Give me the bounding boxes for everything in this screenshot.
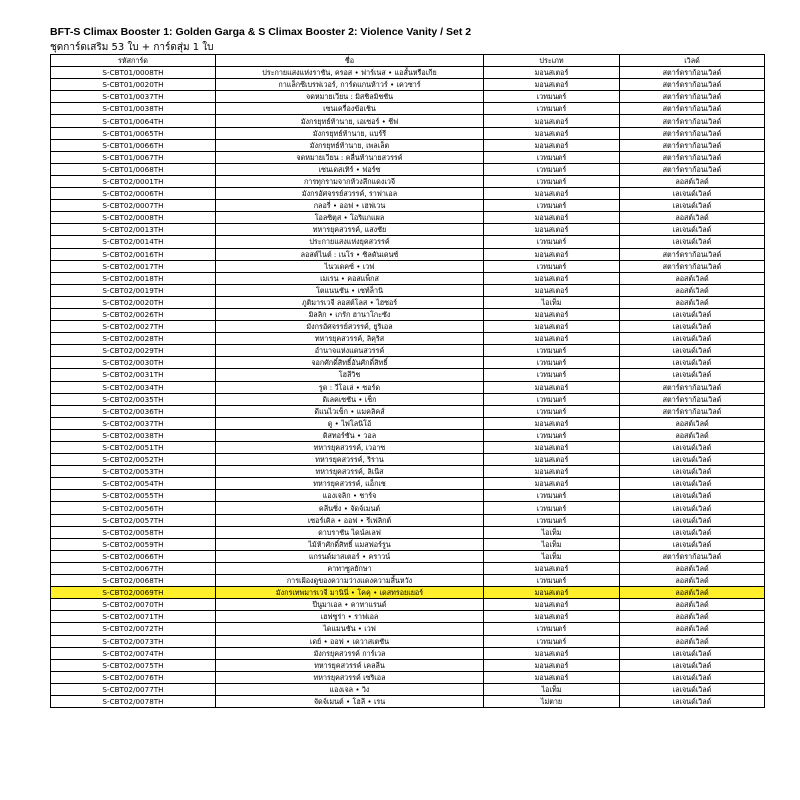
card-world-cell: ลอสต์เวิลด์ [620, 575, 765, 587]
card-code-cell: S-CBT01/0065TH [51, 127, 216, 139]
card-world-cell: สตาร์ดราก้อนเวิลด์ [620, 248, 765, 260]
card-code-cell: S-CBT02/0056TH [51, 502, 216, 514]
table-row [51, 188, 765, 200]
card-name-cell: ทหารยุคสวรรค์ เคลลีน [216, 659, 484, 671]
card-name-cell: จัดจ์เมนต์ • โฮลี • เรน [216, 695, 484, 707]
table-row [51, 284, 765, 296]
card-type-cell: มอนสเตอร์ [484, 115, 620, 127]
card-code-cell: S-CBT02/0016TH [51, 248, 216, 260]
card-name-cell: ลอสต์ไนต์ : เนโร • ซิลดันเดนซ์ [216, 248, 484, 260]
table-row [51, 538, 765, 550]
card-type-cell: มอนสเตอร์ [484, 333, 620, 345]
card-world-cell: เลเจนด์เวิลด์ [620, 490, 765, 502]
table-row [51, 115, 765, 127]
card-type-cell: มอนสเตอร์ [484, 442, 620, 454]
document-subtitle: ชุดการ์ดเสริม 53 ใบ + การ์ดสุ่ม 1 ใบ [50, 42, 214, 53]
card-world-cell: เลเจนด์เวิลด์ [620, 647, 765, 659]
card-world-cell: ลอสต์เวิลด์ [620, 175, 765, 187]
card-type-cell: เวทมนตร์ [484, 393, 620, 405]
card-type-cell: เวทมนตร์ [484, 623, 620, 635]
card-name-cell: เฮฟซูร่า • ราฟเอล [216, 611, 484, 623]
card-world-cell: เลเจนด์เวิลด์ [620, 466, 765, 478]
card-world-cell: เลเจนด์เวิลด์ [620, 526, 765, 538]
card-type-cell: ไอเท็ม [484, 550, 620, 562]
card-code-cell: S-CBT02/0076TH [51, 671, 216, 683]
card-code-cell: S-CBT02/0057TH [51, 514, 216, 526]
card-code-cell: S-CBT02/0035TH [51, 393, 216, 405]
card-name-cell: การเฝ้องดูของความว่างแดงความสิ้นหวัง [216, 575, 484, 587]
card-code-cell: S-CBT02/0028TH [51, 333, 216, 345]
card-type-cell: เวทมนตร์ [484, 103, 620, 115]
card-world-cell: สตาร์ดราก้อนเวิลด์ [620, 139, 765, 151]
card-code-cell: S-CBT02/0077TH [51, 683, 216, 695]
card-world-cell: เลเจนด์เวิลด์ [620, 224, 765, 236]
card-code-cell: S-CBT02/0078TH [51, 695, 216, 707]
card-type-cell: มอนสเตอร์ [484, 272, 620, 284]
card-code-cell: S-CBT02/0055TH [51, 490, 216, 502]
table-row [51, 623, 765, 635]
table-row [51, 599, 765, 611]
card-name-cell: มังกรเทพมารเวจี มานินี่ • โคคุ • เดสทรอยเยอร์ [216, 587, 484, 599]
card-name-cell: โอลซิตุส • โอริแกแผล [216, 212, 484, 224]
card-world-cell: เลเจนด์เวิลด์ [620, 538, 765, 550]
card-name-cell: จดหมายเวียน : คลื่นท้านายสวรรค์ [216, 151, 484, 163]
card-type-cell: เวทมนตร์ [484, 357, 620, 369]
card-world-cell: ลอสต์เวิลด์ [620, 623, 765, 635]
card-code-cell: S-CBT02/0071TH [51, 611, 216, 623]
card-code-cell: S-CBT02/0014TH [51, 236, 216, 248]
card-type-cell: เวทมนตร์ [484, 175, 620, 187]
table-row [51, 550, 765, 562]
table-row [51, 575, 765, 587]
card-code-cell: S-CBT02/0058TH [51, 526, 216, 538]
card-world-cell: เลเจนด์เวิลด์ [620, 514, 765, 526]
card-code-cell: S-CBT02/0017TH [51, 260, 216, 272]
card-code-cell: S-CBT02/0020TH [51, 296, 216, 308]
card-code-cell: S-CBT02/0026TH [51, 308, 216, 320]
header-card-code: รหัสการ์ด [51, 55, 216, 67]
table-row [51, 175, 765, 187]
card-name-cell: ทหารยุคสวรรค์, ริราน [216, 454, 484, 466]
card-code-cell: S-CBT02/0070TH [51, 599, 216, 611]
card-world-cell: เลเจนด์เวิลด์ [620, 333, 765, 345]
table-header-row [51, 55, 765, 67]
card-world-cell: ลอสต์เวิลด์ [620, 284, 765, 296]
card-world-cell: เลเจนด์เวิลด์ [620, 236, 765, 248]
card-type-cell: มอนสเตอร์ [484, 139, 620, 151]
table-row [51, 345, 765, 357]
card-type-cell: มอนสเตอร์ [484, 188, 620, 200]
card-type-cell: มอนสเตอร์ [484, 127, 620, 139]
card-world-cell: สตาร์ดราก้อนเวิลด์ [620, 260, 765, 272]
card-code-cell: S-CBT01/0068TH [51, 163, 216, 175]
table-row [51, 611, 765, 623]
card-code-cell: S-CBT02/0073TH [51, 635, 216, 647]
card-code-cell: S-CBT02/0027TH [51, 321, 216, 333]
card-world-cell: ลอสต์เวิลด์ [620, 212, 765, 224]
card-code-cell: S-CBT02/0072TH [51, 623, 216, 635]
card-world-cell: ลอสต์เวิลด์ [620, 272, 765, 284]
card-code-cell: S-CBT02/0069TH [51, 587, 216, 599]
card-code-cell: S-CBT02/0029TH [51, 345, 216, 357]
table-row [51, 526, 765, 538]
card-name-cell: มังกรยุทธ์ท้านาย, แบร์รี [216, 127, 484, 139]
card-type-cell: เวทมนตร์ [484, 635, 620, 647]
table-row [51, 635, 765, 647]
card-type-cell: เวทมนตร์ [484, 163, 620, 175]
card-code-cell: S-CBT02/0036TH [51, 405, 216, 417]
card-name-cell: การทุกรามจากห้วงลึกแดงเวจี [216, 175, 484, 187]
card-name-cell: โฮลีวิช [216, 369, 484, 381]
card-type-cell: มอนสเตอร์ [484, 562, 620, 574]
card-code-cell: S-CBT02/0013TH [51, 224, 216, 236]
table-row [51, 357, 765, 369]
table-row [51, 466, 765, 478]
card-name-cell: คลีนซิ่ง • จัดจ์เมนต์ [216, 502, 484, 514]
table-row [51, 490, 765, 502]
document-title: BFT-S Climax Booster 1: Golden Garga & S Climax Booster 2: Violence Vanity / Set 2 [50, 26, 472, 38]
table-row [51, 127, 765, 139]
card-code-cell: S-CBT01/0067TH [51, 151, 216, 163]
card-type-cell: เวทมนตร์ [484, 575, 620, 587]
card-type-cell: มอนสเตอร์ [484, 79, 620, 91]
card-world-cell: ลอสต์เวิลด์ [620, 429, 765, 441]
card-type-cell: มอนสเตอร์ [484, 248, 620, 260]
header-card-name: ชื่อ [216, 55, 484, 67]
header-card-world: เวิลด์ [620, 55, 765, 67]
card-type-cell: ไอเท็ม [484, 683, 620, 695]
card-name-cell: รูด : วีโอเล่ • ซอร์ด [216, 381, 484, 393]
card-type-cell: มอนสเตอร์ [484, 417, 620, 429]
card-type-cell: เวทมนตร์ [484, 405, 620, 417]
card-name-cell: ประกายแสงแห่งยุคสวรรค์ [216, 236, 484, 248]
card-code-cell: S-CBT01/0064TH [51, 115, 216, 127]
card-code-cell: S-CBT02/0052TH [51, 454, 216, 466]
card-world-cell: ลอสต์เวิลด์ [620, 417, 765, 429]
card-code-cell: S-CBT02/0068TH [51, 575, 216, 587]
card-world-cell: เลเจนด์เวิลด์ [620, 308, 765, 320]
card-name-cell: โตแนนชัน • เซท์ล็านิ [216, 284, 484, 296]
card-name-cell: ทหารยุคสวรรค์, ลิเนีส [216, 466, 484, 478]
card-name-cell: อำนาจแห่งแดนสวรรค์ [216, 345, 484, 357]
card-type-cell: ไม่ตาย [484, 695, 620, 707]
card-world-cell: สตาร์ดราก้อนเวิลด์ [620, 405, 765, 417]
card-world-cell: เลเจนด์เวิลด์ [620, 369, 765, 381]
table-row [51, 417, 765, 429]
card-code-cell: S-CBT02/0008TH [51, 212, 216, 224]
card-name-cell: ทหารยุคสวรรค์, เวอาซ [216, 442, 484, 454]
card-type-cell: มอนสเตอร์ [484, 212, 620, 224]
table-row [51, 478, 765, 490]
table-row [51, 369, 765, 381]
card-type-cell: ไอเท็ม [484, 538, 620, 550]
card-code-cell: S-CBT01/0020TH [51, 79, 216, 91]
card-name-cell: มังกรอัศจรรย์สวรรค์, ราฟาเอล [216, 188, 484, 200]
card-name-cell: ทหารยุคสวรรค์, แสงชัย [216, 224, 484, 236]
card-name-cell: ดีแนไวเข็ก • แมคลิคส์ [216, 405, 484, 417]
card-type-cell: มอนสเตอร์ [484, 647, 620, 659]
card-name-cell: ดิสทอร์ชัน • วอล [216, 429, 484, 441]
card-code-cell: S-CBT02/0034TH [51, 381, 216, 393]
card-world-cell: เลเจนด์เวิลด์ [620, 442, 765, 454]
card-world-cell: เลเจนด์เวิลด์ [620, 683, 765, 695]
card-name-cell: ทหารยุคสวรรค์ เซริเอล [216, 671, 484, 683]
card-name-cell: ปีนูมาเอล • คาทาแรนด์ [216, 599, 484, 611]
card-type-cell: เวทมนตร์ [484, 490, 620, 502]
card-world-cell: สตาร์ดราก้อนเวิลด์ [620, 381, 765, 393]
card-type-cell: เวทมนตร์ [484, 345, 620, 357]
card-name-cell: ทหารยุคสวรรค์, แอ็กเช [216, 478, 484, 490]
card-world-cell: เลเจนด์เวิลด์ [620, 454, 765, 466]
card-world-cell: ลอสต์เวิลด์ [620, 611, 765, 623]
card-type-cell: มอนสเตอร์ [484, 284, 620, 296]
table-row [51, 514, 765, 526]
table-row [51, 321, 765, 333]
card-name-cell: จอกศักดิ์สิทธิ์อันศักดิ์สิทธิ์ [216, 357, 484, 369]
card-type-cell: เวทมนตร์ [484, 514, 620, 526]
card-code-cell: S-CBT01/0066TH [51, 139, 216, 151]
card-type-cell: มอนสเตอร์ [484, 478, 620, 490]
card-name-cell: เซอร์เคิล • ออฟ • รีเฟลิกต์ [216, 514, 484, 526]
table-row [51, 296, 765, 308]
card-name-cell: มังกรยุทธ์ท้านาย, เอเซอร์ • ชีฟ [216, 115, 484, 127]
card-world-cell: สตาร์ดราก้อนเวิลด์ [620, 67, 765, 79]
card-world-cell: สตาร์ดราก้อนเวิลด์ [620, 151, 765, 163]
table-row [51, 393, 765, 405]
table-row [51, 333, 765, 345]
table-row [51, 103, 765, 115]
table-row [51, 381, 765, 393]
card-world-cell: ลอสต์เวิลด์ [620, 587, 765, 599]
card-name-cell: ไม้ห้าศักดิ์สิทธิ์ แมสฟอร์รูน [216, 538, 484, 550]
table-row [51, 308, 765, 320]
card-world-cell: ลอสต์เวิลด์ [620, 635, 765, 647]
card-world-cell: เลเจนด์เวิลด์ [620, 478, 765, 490]
table-row [51, 647, 765, 659]
card-world-cell: สตาร์ดราก้อนเวิลด์ [620, 103, 765, 115]
card-type-cell: มอนสเตอร์ [484, 67, 620, 79]
table-row [51, 151, 765, 163]
card-type-cell: มอนสเตอร์ [484, 321, 620, 333]
card-name-cell: มังกรอัศจรรย์สวรรค์, ยูริเอล [216, 321, 484, 333]
table-row [51, 163, 765, 175]
card-type-cell: มอนสเตอร์ [484, 454, 620, 466]
table-row [51, 200, 765, 212]
card-name-cell: แองเจล • วิง [216, 683, 484, 695]
card-world-cell: ลอสต์เวิลด์ [620, 562, 765, 574]
card-code-cell: S-CBT02/0067TH [51, 562, 216, 574]
card-code-cell: S-CBT02/0066TH [51, 550, 216, 562]
table-row [51, 562, 765, 574]
card-name-cell: ทหารยุคสวรรค์, ลิคุริส [216, 333, 484, 345]
card-type-cell: เวทมนตร์ [484, 151, 620, 163]
card-world-cell: เลเจนด์เวิลด์ [620, 188, 765, 200]
card-code-cell: S-CBT02/0018TH [51, 272, 216, 284]
card-code-cell: S-CBT01/0037TH [51, 91, 216, 103]
card-list-table [50, 54, 765, 708]
card-world-cell: สตาร์ดราก้อนเวิลด์ [620, 127, 765, 139]
card-name-cell: มังกรยุคสวรรค์ การ์เวล [216, 647, 484, 659]
card-world-cell: เลเจนด์เวิลด์ [620, 659, 765, 671]
table-row [51, 79, 765, 91]
card-name-cell: เดย์ • ออฟ • เดวาสเตชัน [216, 635, 484, 647]
table-row [51, 659, 765, 671]
table-row [51, 695, 765, 707]
card-name-cell: เซนเครื่องข้อเชิน [216, 103, 484, 115]
card-world-cell: สตาร์ดราก้อนเวิลด์ [620, 115, 765, 127]
card-type-cell: มอนสเตอร์ [484, 308, 620, 320]
card-type-cell: มอนสเตอร์ [484, 599, 620, 611]
table-row [51, 67, 765, 79]
card-type-cell: เวทมนตร์ [484, 236, 620, 248]
card-code-cell: S-CBT01/0008TH [51, 67, 216, 79]
card-type-cell: มอนสเตอร์ [484, 381, 620, 393]
card-name-cell: ไนวเดคซ์ • เวฟ [216, 260, 484, 272]
card-world-cell: สตาร์ดราก้อนเวิลด์ [620, 393, 765, 405]
card-type-cell: มอนสเตอร์ [484, 611, 620, 623]
card-type-cell: เวทมนตร์ [484, 502, 620, 514]
card-world-cell: เลเจนด์เวิลด์ [620, 671, 765, 683]
card-name-cell: มังกรยุทธ์ท้านาย, เพลเล็ต [216, 139, 484, 151]
card-type-cell: ไอเท็ม [484, 526, 620, 538]
card-type-cell: มอนสเตอร์ [484, 587, 620, 599]
card-code-cell: S-CBT02/0007TH [51, 200, 216, 212]
card-name-cell: กาแล็กซีเบรฟเวอร์, การ์ดแกนห้าวร์ • เควซาร์ [216, 79, 484, 91]
table-row [51, 139, 765, 151]
table-row [51, 429, 765, 441]
table-row [51, 272, 765, 284]
table-row [51, 502, 765, 514]
table-row [51, 683, 765, 695]
card-type-cell: เวทมนตร์ [484, 260, 620, 272]
card-world-cell: สตาร์ดราก้อนเวิลด์ [620, 163, 765, 175]
table-row [51, 91, 765, 103]
card-code-cell: S-CBT02/0037TH [51, 417, 216, 429]
card-world-cell: เลเจนด์เวิลด์ [620, 345, 765, 357]
card-code-cell: S-CBT02/0006TH [51, 188, 216, 200]
card-type-cell: มอนสเตอร์ [484, 659, 620, 671]
card-type-cell: มอนสเตอร์ [484, 671, 620, 683]
card-world-cell: สตาร์ดราก้อนเวิลด์ [620, 91, 765, 103]
card-code-cell: S-CBT02/0038TH [51, 429, 216, 441]
table-row [51, 671, 765, 683]
table-row [51, 260, 765, 272]
card-name-cell: ดาบราชัน ไดน์ลเลฟ [216, 526, 484, 538]
card-world-cell: เลเจนด์เวิลด์ [620, 200, 765, 212]
card-code-cell: S-CBT02/0075TH [51, 659, 216, 671]
card-type-cell: มอนสเตอร์ [484, 224, 620, 236]
card-world-cell: เลเจนด์เวิลด์ [620, 321, 765, 333]
card-world-cell: สตาร์ดราก้อนเวิลด์ [620, 79, 765, 91]
card-name-cell: ประกายแสงแห่งราชัน, ครอส • ฟาร์เนส • แอสั้นหรือเกีย [216, 67, 484, 79]
card-world-cell: เลเจนด์เวิลด์ [620, 357, 765, 369]
table-row [51, 236, 765, 248]
card-name-cell: ดิเลคเซชัน • เช็ก [216, 393, 484, 405]
card-name-cell: แกรนด์มาสเตอร์ • คราวน์ [216, 550, 484, 562]
card-code-cell: S-CBT02/0053TH [51, 466, 216, 478]
table-row [51, 405, 765, 417]
card-type-cell: เวทมนตร์ [484, 200, 620, 212]
card-name-cell: เมเรน • คอสแพ็กส [216, 272, 484, 284]
table-row [51, 212, 765, 224]
card-name-cell: แองเจลิก • ชาร์จ [216, 490, 484, 502]
card-code-cell: S-CBT02/0019TH [51, 284, 216, 296]
table-row [51, 248, 765, 260]
card-world-cell: ลอสต์เวิลด์ [620, 296, 765, 308]
card-type-cell: มอนสเตอร์ [484, 466, 620, 478]
card-type-cell: เวทมนตร์ [484, 429, 620, 441]
table-row [51, 442, 765, 454]
card-world-cell: เลเจนด์เวิลด์ [620, 502, 765, 514]
table-row-highlighted [51, 587, 765, 599]
card-code-cell: S-CBT02/0030TH [51, 357, 216, 369]
card-name-cell: ไดแมนชัน • เวฟ [216, 623, 484, 635]
card-code-cell: S-CBT02/0051TH [51, 442, 216, 454]
card-name-cell: จดหมายเวียน : มิสชิลมิชชัน [216, 91, 484, 103]
card-code-cell: S-CBT01/0038TH [51, 103, 216, 115]
table-body [51, 67, 765, 708]
card-type-cell: ไอเท็ม [484, 296, 620, 308]
card-name-cell: ดู • ไฟโลนิโอ้ [216, 417, 484, 429]
card-type-cell: เวทมนตร์ [484, 369, 620, 381]
card-name-cell: ภูติมารเวจี ลอสต์โลส • ไฮซอร์ [216, 296, 484, 308]
card-world-cell: สตาร์ดราก้อนเวิลด์ [620, 550, 765, 562]
card-world-cell: ลอสต์เวิลด์ [620, 599, 765, 611]
table-row [51, 454, 765, 466]
card-name-cell: คาทาซูลยักษา [216, 562, 484, 574]
card-name-cell: มิลลิก • เกรัก ฮานาโกะซัง [216, 308, 484, 320]
card-code-cell: S-CBT02/0054TH [51, 478, 216, 490]
card-code-cell: S-CBT02/0074TH [51, 647, 216, 659]
header-card-type: ประเภท [484, 55, 620, 67]
card-code-cell: S-CBT02/0031TH [51, 369, 216, 381]
card-name-cell: กลอรี่ • ออฟ • เฮฟเวน [216, 200, 484, 212]
card-world-cell: เลเจนด์เวิลด์ [620, 695, 765, 707]
card-type-cell: เวทมนตร์ [484, 91, 620, 103]
card-code-cell: S-CBT02/0001TH [51, 175, 216, 187]
card-name-cell: เซนเดสเทิร์ • ฟอร์ซ [216, 163, 484, 175]
table-row [51, 224, 765, 236]
card-code-cell: S-CBT02/0059TH [51, 538, 216, 550]
